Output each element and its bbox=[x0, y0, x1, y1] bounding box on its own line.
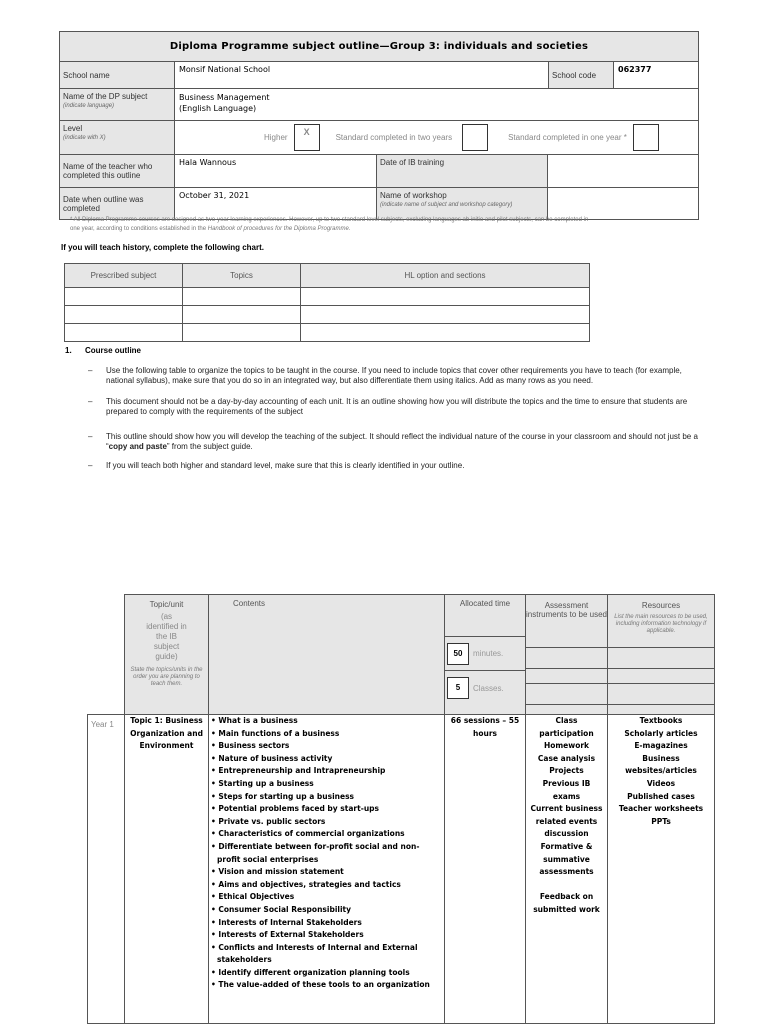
list-item: • Private vs. public sectors bbox=[211, 816, 326, 826]
list-item: Scholarly articles bbox=[624, 728, 698, 738]
list-item: • Conflicts and Interests of Internal and External stakeholders bbox=[211, 942, 418, 965]
course-outline-number: 1. bbox=[65, 346, 72, 355]
instruction-1 bbox=[88, 366, 708, 386]
list-item: Textbooks bbox=[639, 716, 683, 725]
assessment-header-row bbox=[526, 669, 607, 684]
list-item: • Business sectors bbox=[211, 741, 290, 751]
date-row bbox=[60, 188, 698, 219]
list-item: Class participation bbox=[539, 716, 594, 738]
subject-label bbox=[60, 89, 175, 120]
list-item: Published cases bbox=[627, 791, 695, 801]
instruction-4-text: If you will teach both higher and standard level, make sure that this is clearly identified in your outline. bbox=[106, 461, 465, 470]
subject-label-sub: (indicate language) bbox=[63, 103, 115, 109]
list-item: • Interests of External Stakeholders bbox=[211, 930, 364, 940]
list-item: • Aims and objectives, strategies and tactics bbox=[211, 879, 401, 889]
course-outline-table bbox=[87, 594, 715, 1024]
footnote-handbook: Handbook of procedures for the Diploma Programme bbox=[207, 226, 349, 232]
level-label-sub: (indicate with X) bbox=[63, 135, 106, 141]
subject-label-text: Name of the DP subject bbox=[63, 92, 148, 101]
time-header bbox=[445, 595, 526, 715]
classes-row bbox=[445, 671, 525, 705]
table-row bbox=[65, 324, 590, 342]
footnote-line1: * All Diploma Programme courses are designed as two-year learning experiences. However, up to two standard level subjects, excluding languages ab initio and pilot subjects, can be completed in bbox=[70, 217, 589, 223]
topic-header-sub3: the IB bbox=[156, 632, 177, 641]
footnote-end: . bbox=[348, 226, 351, 232]
subject-value-line1: Business Management bbox=[179, 93, 270, 102]
level-std2-checkbox[interactable] bbox=[462, 124, 488, 151]
level-options bbox=[175, 121, 698, 154]
resources-header-content bbox=[608, 595, 714, 647]
school-name-value: Monsif National School bbox=[179, 65, 271, 74]
list-item: Projects bbox=[549, 766, 584, 776]
level-std1-label: Standard completed in one year * bbox=[508, 133, 627, 142]
level-row bbox=[60, 121, 698, 155]
assessment-header-title: Assessment instruments to be used bbox=[526, 601, 607, 619]
instruction-dash: – bbox=[88, 366, 93, 375]
resources-header-row bbox=[608, 647, 714, 669]
resources-header bbox=[608, 595, 715, 715]
history-cell[interactable] bbox=[183, 288, 301, 306]
instruction-3-text bbox=[106, 432, 708, 452]
list-item: • Differentiate between for-profit social and non-profit social enterprises bbox=[211, 841, 420, 864]
list-item bbox=[528, 879, 605, 892]
list-item: E-magazines bbox=[634, 741, 688, 751]
topic-header bbox=[125, 595, 209, 715]
list-item: • Starting up a business bbox=[211, 778, 314, 788]
history-cell[interactable] bbox=[65, 324, 183, 342]
workshop-value bbox=[548, 188, 698, 219]
resources-header-title: Resources bbox=[641, 601, 681, 610]
table-row bbox=[65, 306, 590, 324]
year-header-empty bbox=[88, 595, 125, 715]
list-item: PPTs bbox=[651, 816, 671, 826]
list-item: • Characteristics of commercial organizations bbox=[211, 829, 405, 839]
list-item: Formative & summative assessments bbox=[539, 841, 594, 877]
topic-header-note: State the topics/units in the order you are planning to teach them. bbox=[130, 667, 203, 687]
topic-header-title: Topic/unit bbox=[149, 600, 184, 609]
workshop-label-text: Name of workshop bbox=[380, 191, 447, 200]
time-cell: 66 sessions – 55 hours bbox=[445, 715, 526, 1024]
date-label: Date when outline was completed bbox=[60, 188, 175, 219]
list-item: • Interests of Internal Stakeholders bbox=[211, 917, 362, 927]
history-cell[interactable] bbox=[65, 306, 183, 324]
history-col-topics: Topics bbox=[183, 264, 301, 288]
level-higher-label: Higher bbox=[264, 133, 288, 142]
list-item: • Main functions of a business bbox=[211, 728, 340, 738]
list-item: • Potential problems faced by start-ups bbox=[211, 804, 379, 814]
topic-header-sub bbox=[126, 612, 207, 662]
teacher-value: Hala Wannous bbox=[179, 158, 237, 167]
list-item: Case analysis bbox=[537, 753, 596, 763]
assessment-header bbox=[526, 595, 608, 715]
footnote-line2 bbox=[70, 225, 710, 234]
history-cell[interactable] bbox=[301, 306, 590, 324]
list-item: Teacher worksheets bbox=[618, 804, 704, 814]
subject-value-line2: (English Language) bbox=[179, 104, 257, 113]
list-item: • Entrepreneurship and Intrapreneurship bbox=[211, 766, 386, 776]
school-row bbox=[60, 62, 698, 89]
resources-list bbox=[609, 715, 713, 828]
assessment-header-row bbox=[526, 647, 607, 669]
contents-cell bbox=[209, 715, 445, 1024]
topic-header-sub4: subject bbox=[153, 642, 180, 651]
level-label bbox=[60, 121, 175, 154]
table-row bbox=[88, 715, 715, 1024]
table-row bbox=[65, 288, 590, 306]
history-cell[interactable] bbox=[301, 324, 590, 342]
date-value: October 31, 2021 bbox=[179, 191, 250, 200]
training-date-label: Date of IB training bbox=[376, 155, 548, 187]
workshop-label bbox=[376, 188, 548, 219]
level-std1-checkbox[interactable] bbox=[633, 124, 659, 151]
footnote bbox=[70, 216, 710, 234]
assessment-list bbox=[528, 715, 605, 917]
list-item: • The value-added of these tools to an organization bbox=[211, 980, 430, 990]
assessment-cell bbox=[526, 715, 608, 1024]
list-item: Business websites/articles bbox=[625, 753, 697, 776]
teacher-label: Name of the teacher who completed this outline bbox=[60, 155, 175, 187]
document-title: Diploma Programme subject outline—Group 3: individuals and societies bbox=[60, 32, 698, 62]
list-item: • Identify different organization planning tools bbox=[211, 967, 410, 977]
subject-value bbox=[175, 89, 698, 120]
history-cell[interactable] bbox=[183, 306, 301, 324]
list-item: • Vision and mission statement bbox=[211, 867, 344, 877]
list-item: Feedback on submitted work bbox=[533, 892, 600, 914]
instruction-3-bold: copy and paste bbox=[108, 442, 167, 451]
resources-header-note: List the main resources to be used, including information technology if applicable. bbox=[614, 614, 708, 634]
list-item: • Nature of business activity bbox=[211, 753, 333, 763]
resources-header-row bbox=[608, 684, 714, 705]
list-item: • Consumer Social Responsibility bbox=[211, 904, 352, 914]
topic-header-sub2: identified in bbox=[146, 622, 187, 631]
topic-cell: Topic 1: Business Organization and Environment bbox=[125, 715, 209, 1024]
list-item: • What is a business bbox=[211, 716, 298, 725]
history-col-hl: HL option and sections bbox=[301, 264, 590, 288]
instruction-2 bbox=[88, 397, 708, 417]
instruction-dash: – bbox=[88, 461, 93, 470]
instruction-2-text: This document should not be a day-by-day accounting of each unit. It is an outline showing how you will distribute the topics and the time to ensure that students are prepared to comply with the requirements of the subject bbox=[106, 397, 688, 416]
course-outline-title: Course outline bbox=[85, 346, 142, 355]
subject-row bbox=[60, 89, 698, 121]
instruction-4 bbox=[88, 461, 708, 471]
list-item: Homework bbox=[543, 741, 590, 751]
resources-header-row bbox=[608, 669, 714, 684]
subject-outline-header bbox=[59, 31, 699, 220]
list-item: • Steps for starting up a business bbox=[211, 791, 355, 801]
level-higher-checkbox[interactable]: X bbox=[294, 124, 320, 151]
level-label-text: Level bbox=[63, 124, 83, 133]
list-item: • Ethical Objectives bbox=[211, 892, 295, 902]
time-header-title: Allocated time bbox=[445, 595, 525, 637]
minutes-label: minutes. bbox=[473, 649, 504, 658]
minutes-row bbox=[445, 637, 525, 671]
contents-list bbox=[211, 715, 442, 992]
instruction-3 bbox=[88, 432, 708, 452]
history-cell[interactable] bbox=[65, 288, 183, 306]
history-col-prescribed: Prescribed subject bbox=[65, 264, 183, 288]
history-heading: If you will teach history, complete the following chart. bbox=[61, 243, 264, 252]
classes-label: Classes. bbox=[473, 683, 504, 693]
history-table bbox=[64, 263, 590, 342]
school-code-value: 062377 bbox=[618, 65, 652, 74]
instruction-1-text: Use the following table to organize the topics to be taught in the course. If you need to include topics that cover other requirements you have to teach (for example, national syllabus), make sure that you do so in an integrated way, but also differentiate them using italics. Add as many rows as you need. bbox=[106, 366, 682, 385]
school-code-label: School code bbox=[548, 62, 614, 88]
training-date-value bbox=[548, 155, 698, 187]
instruction-dash: – bbox=[88, 397, 93, 406]
topic-header-sub1: (as bbox=[160, 612, 173, 621]
contents-header: Contents bbox=[209, 595, 445, 715]
level-std2-label: Standard completed in two years bbox=[335, 133, 453, 142]
topic-header-sub5: guide) bbox=[155, 652, 178, 661]
instruction-3-part1: This outline should show how you will develop the teaching of the subject. It should reflect the individual nature of the course in your classroom and should not just be a “ bbox=[106, 432, 698, 451]
list-item: Videos bbox=[646, 778, 676, 788]
classes-input[interactable]: 5 bbox=[447, 677, 469, 699]
instruction-3-part2: ” from the subject guide. bbox=[166, 442, 253, 451]
minutes-input[interactable]: 50 bbox=[447, 643, 469, 665]
teacher-row bbox=[60, 155, 698, 188]
course-outline-heading bbox=[65, 346, 141, 355]
list-item: Current business related events discussion bbox=[530, 804, 603, 839]
resources-cell bbox=[608, 715, 715, 1024]
year-label: Year 1 bbox=[88, 715, 125, 1024]
footnote-text: one year, according to conditions established in the bbox=[70, 226, 208, 232]
history-cell[interactable] bbox=[183, 324, 301, 342]
history-cell[interactable] bbox=[301, 288, 590, 306]
workshop-label-sub: (indicate name of subject and workshop category) bbox=[380, 202, 513, 208]
school-name-label: School name bbox=[60, 62, 175, 88]
list-item: Previous IB exams bbox=[542, 778, 591, 801]
assessment-header-row bbox=[526, 684, 607, 705]
instruction-dash: – bbox=[88, 432, 93, 441]
